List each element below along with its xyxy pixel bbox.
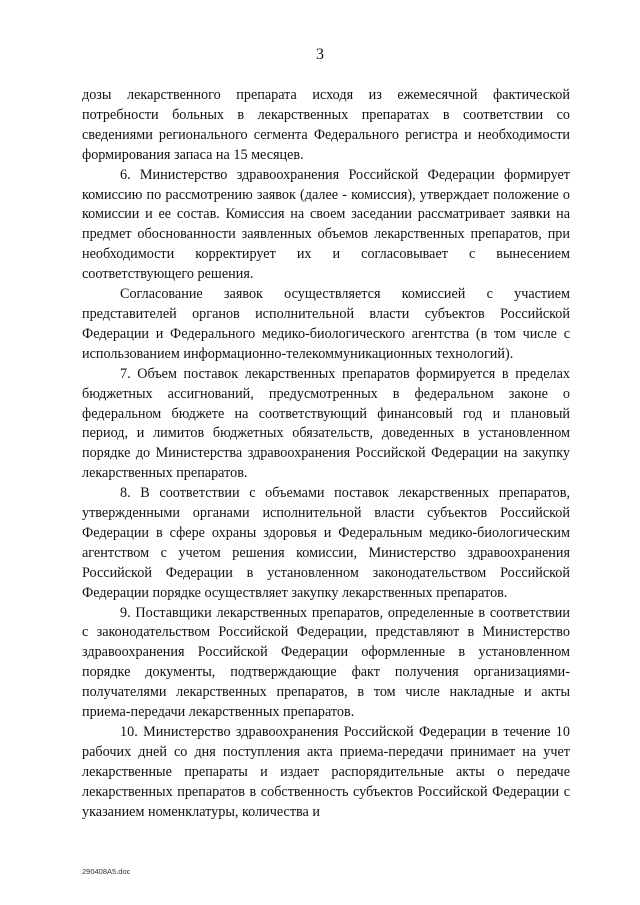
paragraph-10: 10. Министерство здравоохранения Российской Федерации в течение 10 рабочих дней со дня поступления акта приема-передачи принимает на учет лекарственные препараты и издает распорядительные акты о передаче лекарственных препаратов в собственность субъектов Российской Федерации с указанием номенклатуры, количества и: [82, 724, 570, 820]
footer-file-code: 290408A5.doc: [82, 867, 131, 876]
paragraph-approval: Согласование заявок осуществляется комиссией с участием представителей органов исполнительной власти субъектов Российской Федерации и Федерального медико-биологического агентства (в том числе с использованием информационно-телекоммуникационных технологий).: [82, 286, 570, 362]
paragraph-continuation: дозы лекарственного препарата исходя из ежемесячной фактической потребности больных в лекарственных препаратах в соответствии со сведениями регионального сегмента Федерального регистра и необходимости формирования запаса на 15 месяцев.: [82, 87, 570, 163]
paragraph-7: 7. Объем поставок лекарственных препаратов формируется в пределах бюджетных ассигнований, предусмотренных в федеральном законе о федеральном бюджете на соответствующий финансовый год и плановый период, и лимитов бюджетных обязательств, доведенных в установленном порядке до Министерства здравоохранения Российской Федерации на закупку лекарственных препаратов.: [82, 365, 570, 482]
document-body: [82, 86, 570, 823]
paragraph-6: 6. Министерство здравоохранения Российской Федерации формирует комиссию по рассмотрению заявок (далее - комиссия), утверждает положение о комиссии и ее состав. Комиссия на своем заседании рассматривает заявки на предмет обоснованности заявленных объемов лекарственных препаратов, при необходимости корректирует их и согласовывает с вынесением соответствующего решения.: [82, 166, 570, 283]
page-number: 3: [316, 46, 324, 63]
paragraph-9: 9. Поставщики лекарственных препаратов, определенные в соответствии с законодательством Российской Федерации, представляют в Министерство здравоохранения Российской Федерации оформленные в установленном порядке документы, подтверждающие факт получения организациями-получателями лекарственных препаратов, в том числе накладные и акты приема-передачи лекарственных препаратов.: [82, 604, 570, 721]
paragraph-8: 8. В соответствии с объемами поставок лекарственных препаратов, утвержденными органами исполнительной власти субъектов Российской Федерации в сфере охраны здоровья и Федеральным медико-биологическим агентством с учетом решения комиссии, Министерство здравоохранения Российской Федерации в установленном законодательством Российской Федерации порядке осуществляет закупку лекарственных препаратов.: [82, 485, 570, 601]
